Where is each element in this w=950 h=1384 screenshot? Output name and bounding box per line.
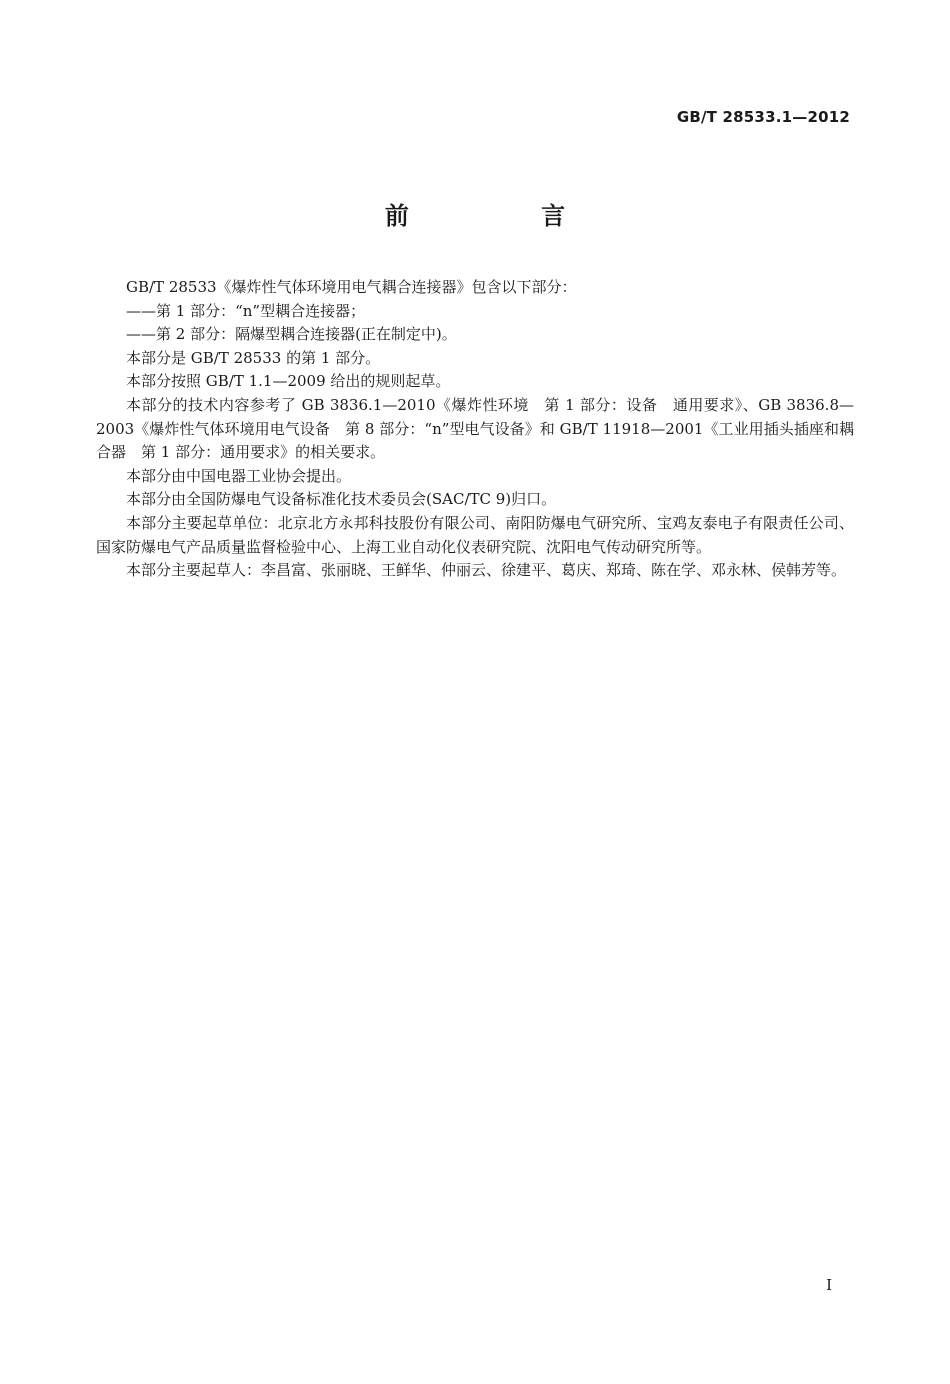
paragraph-drafting-rules: 本部分按照 GB/T 1.1—2009 给出的规则起草。 xyxy=(126,372,451,391)
foreword-body xyxy=(96,276,854,583)
paragraph-drafting-units: 本部分主要起草单位：北京北方永邦科技股份有限公司、南阳防爆电气研究所、宝鸡友泰电子有限责任公司、国家防爆电气产品质量监督检验中心、上海工业自动化仪表研究院、沈阳电气传动研究所等。 xyxy=(96,513,854,556)
standard-code: GB/T 28533.1—2012 xyxy=(676,108,850,126)
page-number: I xyxy=(826,1276,832,1294)
paragraph-proposer: 本部分由中国电器工业协会提出。 xyxy=(126,466,352,485)
list-item-part-2: ——第 2 部分：隔爆型耦合连接器(正在制定中)。 xyxy=(126,325,457,344)
paragraph-drafters: 本部分主要起草人：李昌富、张丽晓、王鲜华、仲丽云、徐建平、葛庆、郑琦、陈在学、邓永林、侯韩芳等。 xyxy=(126,561,847,580)
paragraph-committee: 本部分由全国防爆电气设备标准化技术委员会(SAC/TC 9)归口。 xyxy=(126,490,557,509)
paragraph-references: 本部分的技术内容参考了 GB 3836.1—2010《爆炸性环境 第 1 部分：设备 通用要求》、GB 3836.8—2003《爆炸性气体环境用电气设备 第 8 部分：“n”型电气设备》和 GB/T 11918—2001《工业用插头插座和耦合器 第 1 部分：通用要求》的相关要求。 xyxy=(96,395,854,462)
paragraph-part-statement: 本部分是 GB/T 28533 的第 1 部分。 xyxy=(126,348,381,367)
page-title: 前 言 xyxy=(384,202,628,230)
paragraph-intro: GB/T 28533《爆炸性气体环境用电气耦合连接器》包含以下部分： xyxy=(126,278,577,296)
list-item-part-1: ——第 1 部分：“n”型耦合连接器； xyxy=(126,301,366,320)
